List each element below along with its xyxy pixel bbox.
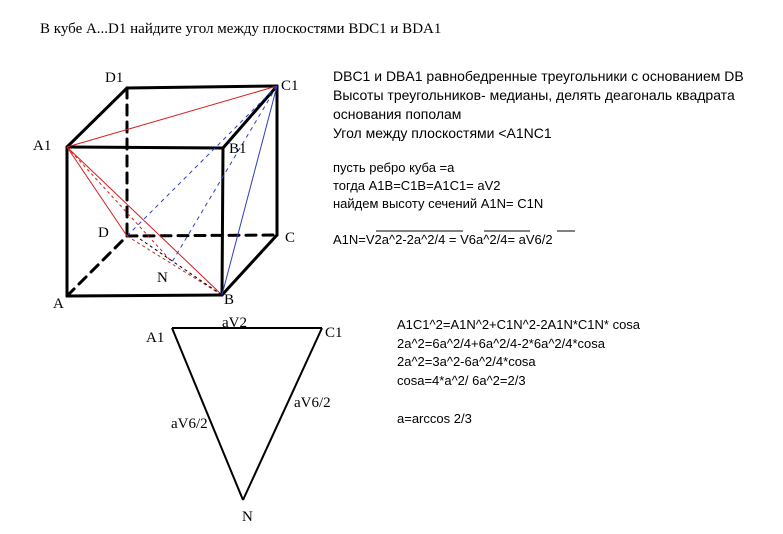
explanation-line: DBC1 и DBA1 равнобедренные треугольники с основанием DB	[333, 68, 744, 84]
triangle-label-n: N	[242, 509, 253, 525]
edge-b1-b	[222, 148, 223, 295]
label-a1: A1	[33, 138, 52, 154]
edge-a1-b1	[67, 147, 223, 148]
line-c1-d	[127, 86, 277, 236]
triangle-side-c1-n	[243, 328, 322, 500]
solution-block	[397, 317, 641, 426]
triangle-side-a1-n	[172, 328, 243, 500]
cube	[67, 86, 277, 296]
triangle-side-label-right: aV6/2	[294, 395, 331, 411]
step-line: пусть ребро куба =a	[333, 160, 455, 175]
triangle-side-label-top: aV2	[222, 315, 247, 331]
height-formula	[333, 231, 575, 247]
formula-radical-2: V6a^2/4	[460, 232, 508, 247]
solution-answer: a=arccos 2/3	[397, 411, 472, 426]
triangle-label-a1: A1	[146, 330, 165, 346]
explanation-line: Угол между плоскостями <A1NC1	[333, 125, 552, 141]
edge-d1-c1	[127, 86, 277, 88]
line-a1-d	[67, 147, 127, 236]
explanation-block	[333, 68, 744, 141]
formula-lhs: A1N=	[333, 232, 366, 247]
label-n: N	[157, 270, 168, 286]
formula-mid: =	[445, 232, 461, 247]
solution-line: 2a^2=6a^2/4+6a^2/4-2*6a^2/4*cosa	[397, 336, 606, 351]
label-d: D	[98, 225, 109, 241]
solution-line: cosa=4*a^2/ 6a^2=2/3	[397, 373, 526, 388]
line-d-b	[127, 236, 222, 295]
label-d1: D1	[105, 70, 124, 86]
solution-line: A1C1^2=A1N^2+C1N^2-2A1N*C1N* cosa	[397, 317, 641, 332]
section-triangle	[172, 328, 322, 500]
step-line: найдем высоту сечений A1N= C1N	[333, 196, 544, 211]
step-line: тогда A1B=C1B=A1C1= aV2	[333, 178, 501, 193]
triangle-label-c1: C1	[325, 325, 343, 341]
steps-block	[333, 160, 543, 211]
label-b1: B1	[229, 141, 247, 157]
explanation-line: основания пополам	[333, 106, 462, 122]
triangle-side-label-left: aV6/2	[171, 416, 208, 432]
solution-line: 2a^2=3a^2-6a^2/4*cosa	[397, 354, 536, 369]
formula-text	[333, 232, 553, 247]
hidden-edge-d-c	[127, 235, 277, 236]
label-c1: C1	[281, 78, 299, 94]
problem-title: В кубе A...D1 найдите угол между плоскостями BDC1 и BDA1	[40, 21, 442, 37]
label-a: A	[53, 296, 64, 312]
edge-a-b	[67, 295, 222, 296]
hidden-edge-a-d	[67, 236, 127, 296]
label-c: C	[285, 230, 296, 246]
formula-tail: = aV6/2	[507, 232, 553, 247]
explanation-line: Высоты треугольников- медианы, делять деагональ квадрата	[333, 87, 735, 103]
label-b: B	[224, 292, 235, 308]
formula-radical-1: V2a^2-2a^2/4	[365, 232, 446, 247]
